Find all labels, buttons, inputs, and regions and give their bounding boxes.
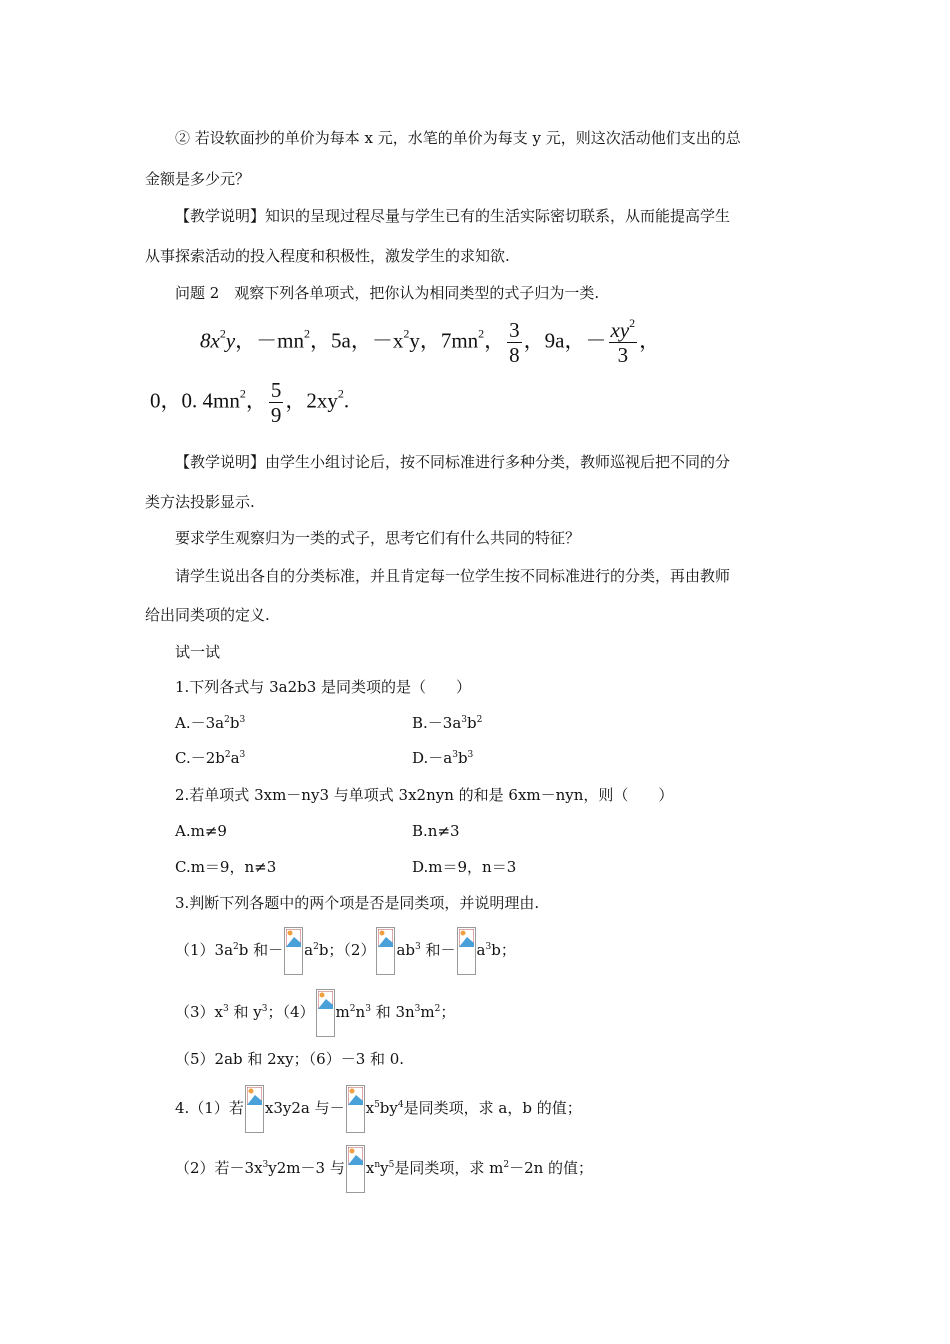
problem-2: 问题 2 观察下列各单项式，把你认为相同类型的式子归为一类. <box>175 284 600 302</box>
q3-line-3: （5）2ab 和 2xy；（6）－3 和 0. <box>175 1050 405 1068</box>
fraction-5-9: $\frac{5}{9}$ <box>270 378 282 427</box>
paragraph-line: 请学生说出各自的分类标准，并且肯定每一位学生按不同标准进行的分类，再由教师 <box>175 567 731 585</box>
broken-image-icon <box>316 989 335 1037</box>
q3-line-2: $(3)x^3$ 和 $y^3$；（4） $m^2n^3$ 和 $3n^3m^2$； <box>175 987 455 1037</box>
question-1-stem: 1.下列各式与 3a2b3 是同类项的是（ ） <box>175 678 472 696</box>
paragraph-line: 给出同类项的定义. <box>145 606 270 624</box>
broken-image-icon <box>346 1145 365 1193</box>
broken-image-icon <box>245 1085 264 1133</box>
q4-line-1: 4.（1）若 x3y2a 与－ $x^5by^4$是同类项，求 a，b 的值； <box>175 1083 582 1133</box>
q2-option-d: D.m＝9，n＝3 <box>412 858 517 876</box>
monomial-list-line-1: $8x^2y$，$-mn^2$，5a，$-x^2y$，$7mn^2$， $\frac{3}{8}$ ，9a，－ $\frac{xy^2}{3}$ ， <box>200 316 661 367</box>
q1-option-a: $A.-3a^2b^3$ <box>175 714 246 732</box>
teaching-note: 从事探索活动的投入程度和积极性，激发学生的求知欲. <box>145 247 510 265</box>
broken-image-icon <box>376 927 395 975</box>
monomial-list-line-2: 0，0. $4mn^2$， $\frac{5}{9}$ ，$2xy^2$. <box>150 378 350 427</box>
paragraph-line: 要求学生观察归为一类的式子，思考它们有什么共同的特征？ <box>175 529 581 547</box>
section-heading: 试一试 <box>175 643 221 661</box>
teaching-note: 类方法投影显示. <box>145 493 255 511</box>
fraction-3-8: $\frac{3}{8}$ <box>509 318 520 367</box>
q2-option-a: A.m≠9 <box>175 822 227 840</box>
teaching-note: 【教学说明】由学生小组讨论后，按不同标准进行多种分类，教师巡视后把不同的分 <box>175 453 731 471</box>
q4-line-2: （2）若$-3x^3y2m-3$ 与 $x^ny^5$是同类项，求 $m^2-2n$ 的值； <box>175 1143 593 1193</box>
q1-option-c: $C.-2b^2a^3$ <box>175 749 246 767</box>
q2-option-c: C.m＝9，n≠3 <box>175 858 277 876</box>
q2-option-b: B.n≠3 <box>412 822 460 840</box>
broken-image-icon <box>284 927 303 975</box>
broken-image-icon <box>457 927 476 975</box>
teaching-note: 【教学说明】知识的呈现过程尽量与学生已有的生活实际密切联系，从而能提高学生 <box>175 207 731 225</box>
question-3-stem: 3.判断下列各题中的两个项是否是同类项，并说明理由. <box>175 894 540 912</box>
fraction-xy2-3: $\frac{xy^2}{3}$ <box>610 316 636 367</box>
q1-option-d: $D.-a^3b^3$ <box>412 749 474 767</box>
paragraph-line: 金额是多少元？ <box>145 170 251 188</box>
q1-option-b: $B.-3a^3b^2$ <box>412 714 483 732</box>
question-2-stem: 2.若单项式 3xm－ny3 与单项式 3x2nyn 的和是 6xm－nyn，则（ ） <box>175 786 674 804</box>
paragraph-line: ② 若设软面抄的单价为每本 x 元，水笔的单价为每支 y 元，则这次活动他们支出的总 <box>175 129 741 147</box>
broken-image-icon <box>346 1085 365 1133</box>
q3-line-1: $(1)3a^2b$ 和－ $a^2b$；（2） $ab^3$ 和－ $a^3b$； <box>175 925 516 975</box>
